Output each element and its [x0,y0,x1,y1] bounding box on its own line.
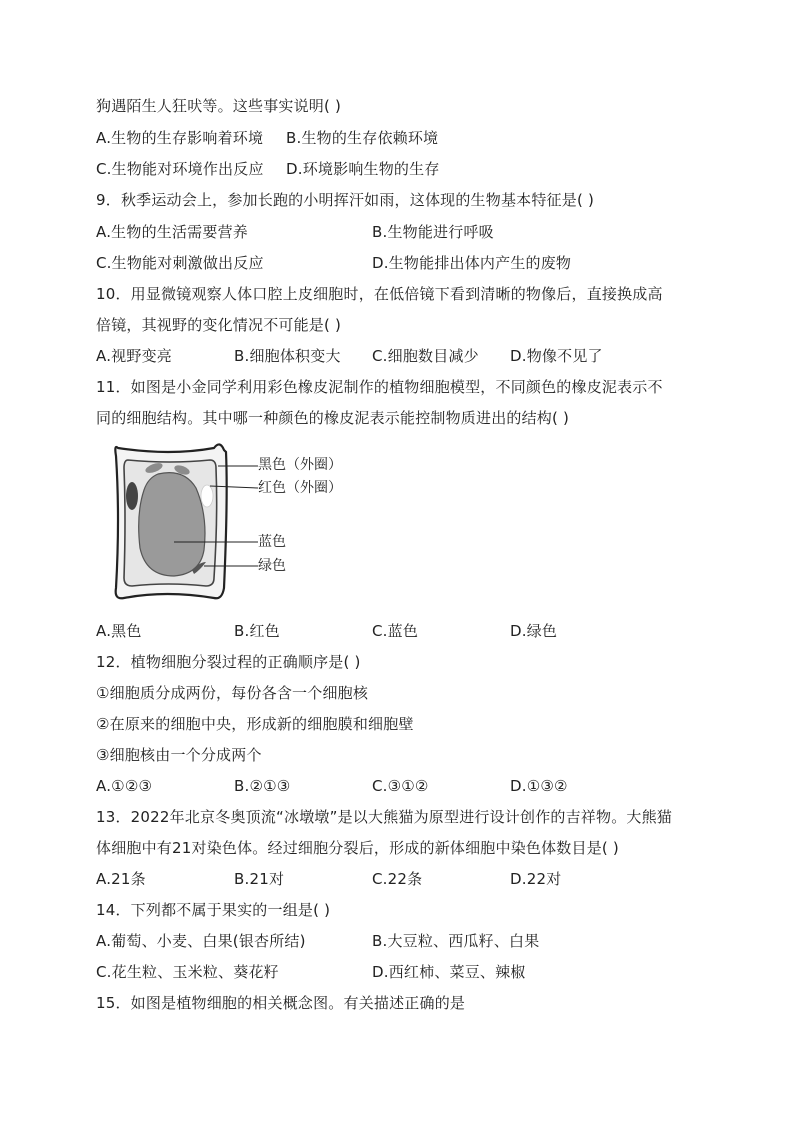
q13-stem-line-2: 体细胞中有21对染色体。经过细胞分裂后，形成的新体细胞中染色体数目是( ) [96,839,619,857]
q11-option-d[interactable]: D.绿色 [510,622,558,640]
q13-option-d[interactable]: D.22对 [510,870,562,888]
q10-stem-line-2: 倍镜，其视野的变化情况不可能是( ) [96,316,342,334]
figure-label-blue: 蓝色 [258,534,286,550]
q10-option-b[interactable]: B.细胞体积变大 [234,347,341,365]
figure-label-black: 黑色（外圈） [258,457,342,473]
q12-option-d[interactable]: D.①③② [510,777,568,795]
q9-option-d[interactable]: D.生物能排出体内产生的废物 [372,254,572,272]
q8-stem-tail: 狗遇陌生人狂吠等。这些事实说明( ) [96,97,342,115]
q9-option-c[interactable]: C.生物能对刺激做出反应 [96,254,264,272]
figure-label-red: 红色（外圈） [258,480,342,496]
q13-stem-line-1: 13．2022年北京冬奥顶流“冰墩墩”是以大熊猫为原型进行设计创作的吉祥物。大熊猫 [96,808,673,826]
q12-stem: 12．植物细胞分裂过程的正确顺序是( ) [96,653,361,671]
q11-stem-line-1: 11．如图是小金同学利用彩色橡皮泥制作的植物细胞模型，不同颜色的橡皮泥表示不 [96,378,663,396]
q10-option-c[interactable]: C.细胞数目减少 [372,347,479,365]
q10-option-a[interactable]: A.视野变亮 [96,347,172,365]
q14-option-b[interactable]: B.大豆粒、西瓜籽、白果 [372,932,540,950]
q8-option-c[interactable]: C.生物能对环境作出反应 [96,160,264,178]
q12-step-1: ①细胞质分成两份，每份各含一个细胞核 [96,684,369,702]
q11-option-c[interactable]: C.蓝色 [372,622,419,640]
figure-label-green: 绿色 [258,558,286,574]
q10-option-d[interactable]: D.物像不见了 [510,347,603,365]
q11-stem-line-2: 同的细胞结构。其中哪一种颜色的橡皮泥表示能控制物质进出的结构( ) [96,409,570,427]
q13-option-a[interactable]: A.21条 [96,870,146,888]
q9-option-b[interactable]: B.生物能进行呼吸 [372,223,494,241]
q12-option-a[interactable]: A.①②③ [96,777,153,795]
q8-option-d[interactable]: D.环境影响生物的生存 [286,160,440,178]
plant-cell-model-figure [110,438,350,608]
q14-option-c[interactable]: C.花生粒、玉米粒、葵花籽 [96,963,279,981]
q8-option-b[interactable]: B.生物的生存依赖环境 [286,129,439,147]
q12-step-2: ②在原来的细胞中央，形成新的细胞膜和细胞壁 [96,715,414,733]
q11-option-b[interactable]: B.红色 [234,622,280,640]
q10-stem-line-1: 10．用显微镜观察人体口腔上皮细胞时，在低倍镜下看到清晰的物像后，直接换成高 [96,285,663,303]
q12-option-c[interactable]: C.③①② [372,777,429,795]
q13-option-b[interactable]: B.21对 [234,870,285,888]
q13-option-c[interactable]: C.22条 [372,870,423,888]
q15-stem: 15．如图是植物细胞的相关概念图。有关描述正确的是 [96,994,466,1012]
white-oval-shape [201,485,213,507]
q12-step-3: ③细胞核由一个分成两个 [96,746,262,764]
q11-option-a[interactable]: A.黑色 [96,622,142,640]
q14-option-a[interactable]: A.葡萄、小麦、白果(银杏所结) [96,932,306,950]
q14-option-d[interactable]: D.西红柿、菜豆、辣椒 [372,963,526,981]
dark-oval-shape [126,482,138,510]
q9-stem: 9．秋季运动会上，参加长跑的小明挥汗如雨，这体现的生物基本特征是( ) [96,191,595,209]
q9-option-a[interactable]: A.生物的生活需要营养 [96,223,248,241]
q14-stem: 14．下列都不属于果实的一组是( ) [96,901,331,919]
vacuole-shape [139,473,205,576]
q12-option-b[interactable]: B.②①③ [234,777,291,795]
q8-option-a[interactable]: A.生物的生存影响着环境 [96,129,264,147]
